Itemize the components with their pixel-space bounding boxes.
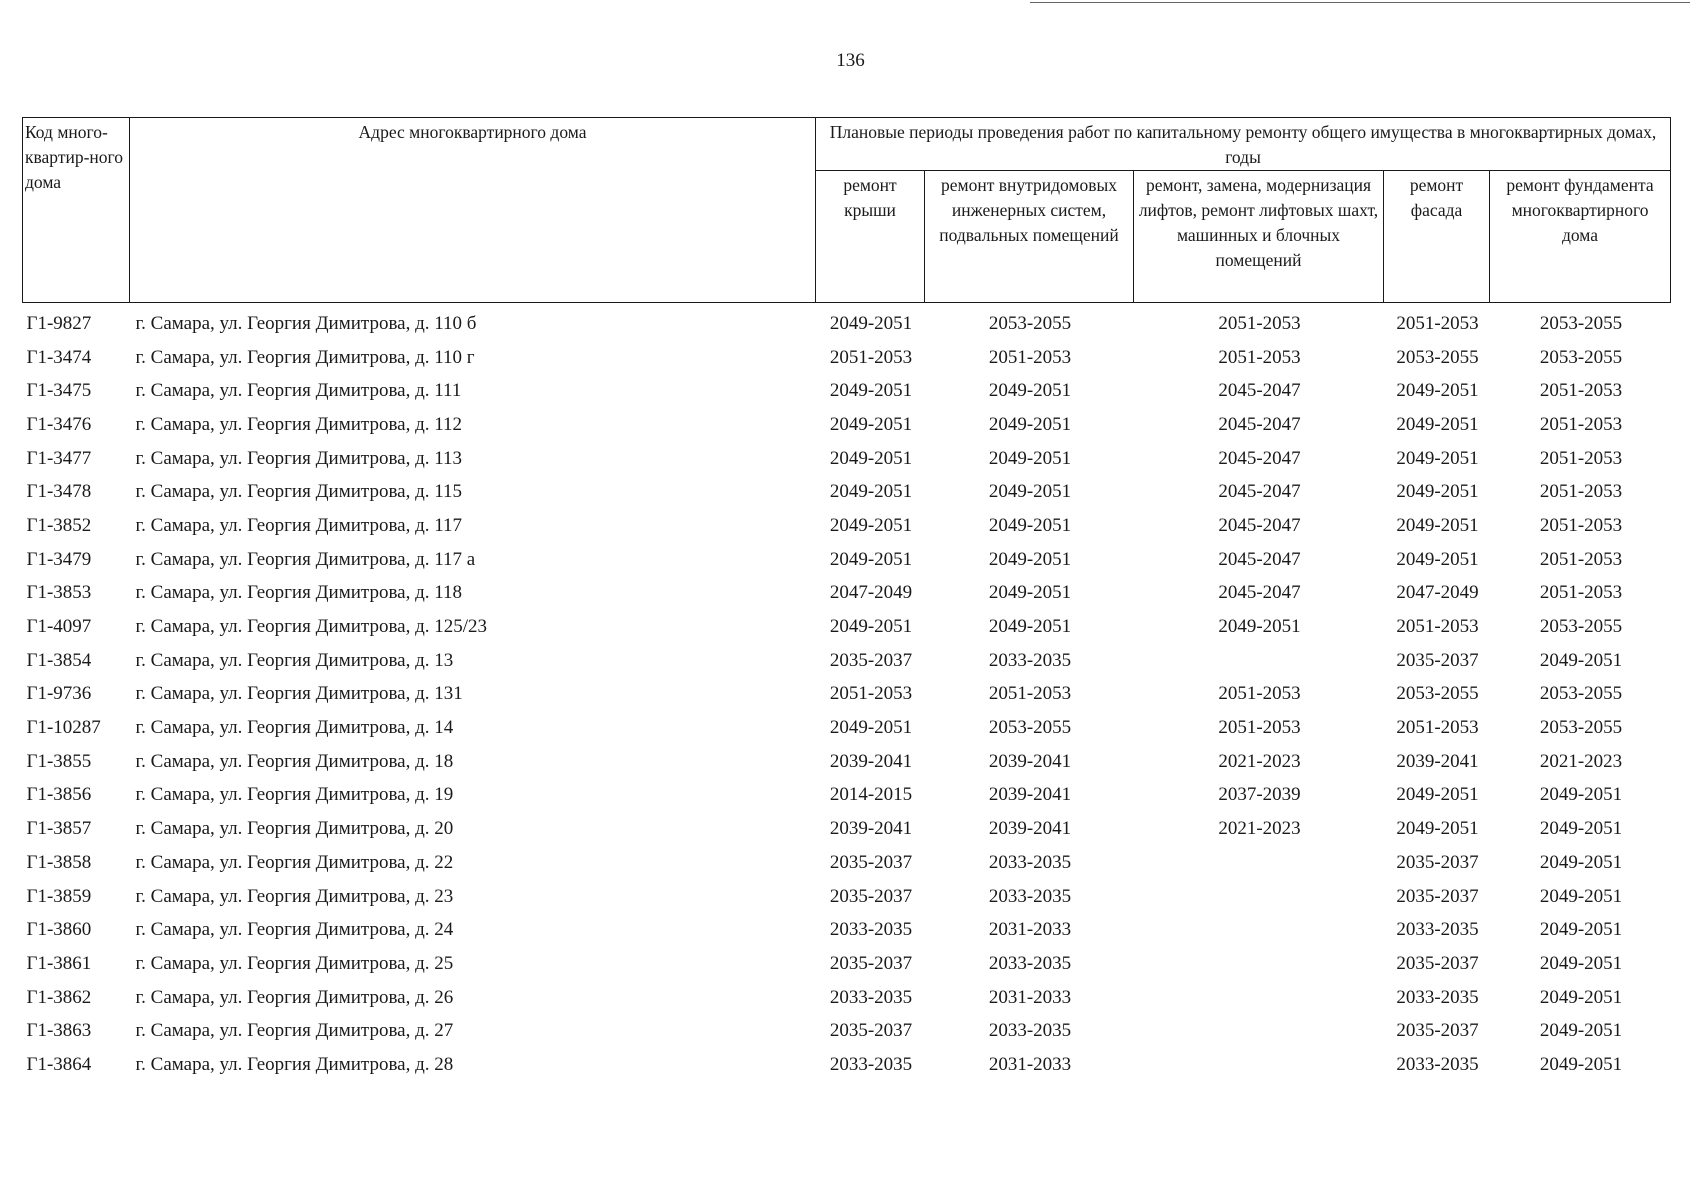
cell-code: Г1-3861	[26, 952, 92, 974]
cell-facade: 2049-2051	[1396, 413, 1479, 435]
cell-elevators: 2045-2047	[1218, 380, 1301, 402]
cell-facade: 2049-2051	[1396, 784, 1479, 806]
header-planned-periods: Плановые периоды проведения работ по капитальному ремонту общего имущества в многоквартирных домах, годы	[816, 118, 1671, 171]
capital-repair-table	[22, 117, 1671, 1082]
table-row	[23, 846, 1671, 880]
cell-engineering: 2033-2035	[988, 649, 1072, 671]
table-row	[23, 913, 1671, 947]
cell-engineering: 2033-2035	[988, 1020, 1072, 1042]
cell-foundation: 2049-2051	[1539, 885, 1623, 907]
cell-facade: 2049-2051	[1396, 447, 1479, 469]
scan-artifact-line	[1030, 2, 1690, 3]
cell-code: Г1-3474	[26, 346, 92, 368]
cell-facade: 2051-2053	[1396, 717, 1479, 739]
cell-code: Г1-3479	[26, 548, 92, 570]
cell-address: г. Самара, ул. Георгия Димитрова, д. 117 а	[135, 548, 476, 570]
cell-address: г. Самара, ул. Георгия Димитрова, д. 113	[135, 447, 463, 469]
cell-code: Г1-3855	[26, 750, 92, 772]
cell-code: Г1-3477	[26, 447, 92, 469]
cell-elevators	[1134, 913, 1384, 947]
cell-engineering: 2033-2035	[988, 885, 1072, 907]
cell-facade: 2035-2037	[1396, 649, 1479, 671]
cell-roof: 2035-2037	[829, 1020, 913, 1042]
cell-elevators: 2045-2047	[1218, 514, 1301, 536]
cell-foundation: 2053-2055	[1539, 683, 1623, 705]
table-row	[23, 543, 1671, 577]
cell-engineering: 2051-2053	[988, 683, 1072, 705]
cell-facade: 2051-2053	[1396, 616, 1479, 638]
cell-code: Г1-3854	[26, 649, 92, 671]
cell-roof: 2035-2037	[829, 952, 913, 974]
page-number: 136	[836, 50, 865, 71]
cell-elevators: 2049-2051	[1218, 616, 1301, 638]
cell-address: г. Самара, ул. Георгия Димитрова, д. 115	[135, 481, 463, 503]
cell-engineering: 2051-2053	[988, 346, 1072, 368]
cell-address: г. Самара, ул. Георгия Димитрова, д. 22	[135, 851, 454, 873]
cell-foundation: 2049-2051	[1539, 649, 1623, 671]
cell-roof: 2051-2053	[829, 346, 913, 368]
cell-engineering: 2039-2041	[988, 818, 1072, 840]
cell-address: г. Самара, ул. Георгия Димитрова, д. 14	[135, 717, 454, 739]
cell-code: Г1-10287	[26, 717, 101, 739]
cell-engineering: 2049-2051	[988, 413, 1072, 435]
cell-roof: 2049-2051	[829, 717, 913, 739]
cell-address: г. Самара, ул. Георгия Димитрова, д. 131	[135, 683, 463, 705]
cell-elevators	[1134, 947, 1384, 981]
cell-code: Г1-3853	[26, 582, 92, 604]
cell-engineering: 2049-2051	[988, 548, 1072, 570]
cell-address: г. Самара, ул. Георгия Димитрова, д. 112	[135, 413, 463, 435]
cell-address: г. Самара, ул. Георгия Димитрова, д. 26	[135, 986, 454, 1008]
cell-facade: 2035-2037	[1396, 885, 1479, 907]
cell-foundation: 2053-2055	[1539, 616, 1623, 638]
cell-code: Г1-3859	[26, 885, 92, 907]
cell-facade: 2033-2035	[1396, 1053, 1479, 1075]
table-row	[23, 374, 1671, 408]
cell-elevators: 2045-2047	[1218, 582, 1301, 604]
cell-code: Г1-3475	[26, 380, 92, 402]
cell-facade: 2049-2051	[1396, 481, 1479, 503]
table-row	[23, 947, 1671, 981]
cell-facade: 2035-2037	[1396, 1020, 1479, 1042]
cell-engineering: 2031-2033	[988, 986, 1072, 1008]
cell-address: г. Самара, ул. Георгия Димитрова, д. 23	[135, 885, 454, 907]
cell-foundation: 2053-2055	[1539, 346, 1623, 368]
table-row	[23, 610, 1671, 644]
cell-facade: 2049-2051	[1396, 380, 1479, 402]
cell-address: г. Самара, ул. Георгия Димитрова, д. 117	[135, 514, 463, 536]
cell-roof: 2039-2041	[829, 818, 913, 840]
cell-address: г. Самара, ул. Георгия Димитрова, д. 13	[135, 649, 454, 671]
cell-facade: 2053-2055	[1396, 346, 1479, 368]
cell-elevators: 2037-2039	[1218, 784, 1301, 806]
header-foundation: ремонт фундамента многоквартирного дома	[1490, 171, 1671, 303]
cell-roof: 2049-2051	[829, 380, 913, 402]
cell-foundation: 2021-2023	[1539, 750, 1623, 772]
cell-elevators: 2021-2023	[1218, 818, 1301, 840]
cell-roof: 2014-2015	[829, 784, 913, 806]
cell-engineering: 2033-2035	[988, 851, 1072, 873]
cell-roof: 2047-2049	[829, 582, 913, 604]
cell-facade: 2049-2051	[1396, 548, 1479, 570]
cell-elevators	[1134, 644, 1384, 678]
cell-roof: 2049-2051	[829, 514, 913, 536]
cell-engineering: 2031-2033	[988, 919, 1072, 941]
cell-roof: 2035-2037	[829, 851, 913, 873]
cell-engineering: 2049-2051	[988, 582, 1072, 604]
cell-foundation: 2051-2053	[1539, 548, 1623, 570]
cell-engineering: 2033-2035	[988, 952, 1072, 974]
table-row	[23, 303, 1671, 341]
cell-foundation: 2051-2053	[1539, 447, 1623, 469]
cell-roof: 2035-2037	[829, 649, 913, 671]
cell-address: г. Самара, ул. Георгия Димитрова, д. 110 б	[135, 312, 477, 334]
cell-code: Г1-3862	[26, 986, 92, 1008]
cell-roof: 2033-2035	[829, 1053, 913, 1075]
table-row	[23, 812, 1671, 846]
table-row	[23, 442, 1671, 476]
cell-foundation: 2049-2051	[1539, 1020, 1623, 1042]
cell-facade: 2035-2037	[1396, 851, 1479, 873]
table-row	[23, 341, 1671, 375]
cell-code: Г1-3864	[26, 1053, 92, 1075]
cell-facade: 2053-2055	[1396, 683, 1479, 705]
cell-facade: 2033-2035	[1396, 986, 1479, 1008]
cell-foundation: 2049-2051	[1539, 1053, 1623, 1075]
cell-elevators	[1134, 981, 1384, 1015]
cell-elevators: 2021-2023	[1218, 750, 1301, 772]
cell-foundation: 2049-2051	[1539, 919, 1623, 941]
cell-elevators: 2051-2053	[1218, 683, 1301, 705]
cell-elevators: 2045-2047	[1218, 447, 1301, 469]
table-row	[23, 1048, 1671, 1082]
cell-facade: 2051-2053	[1396, 312, 1479, 334]
cell-facade: 2049-2051	[1396, 514, 1479, 536]
cell-address: г. Самара, ул. Георгия Димитрова, д. 25	[135, 952, 454, 974]
cell-engineering: 2053-2055	[988, 717, 1072, 739]
cell-elevators	[1134, 846, 1384, 880]
cell-engineering: 2049-2051	[988, 514, 1072, 536]
table-row	[23, 745, 1671, 779]
cell-code: Г1-3478	[26, 481, 92, 503]
cell-roof: 2039-2041	[829, 750, 913, 772]
cell-foundation: 2051-2053	[1539, 481, 1623, 503]
cell-address: г. Самара, ул. Георгия Димитрова, д. 125/23	[135, 616, 488, 638]
cell-elevators: 2045-2047	[1218, 548, 1301, 570]
cell-elevators: 2051-2053	[1218, 346, 1301, 368]
cell-roof: 2049-2051	[829, 548, 913, 570]
header-elevators: ремонт, замена, модернизация лифтов, ремонт лифтовых шахт, машинных и блочных помещений	[1134, 171, 1384, 303]
cell-engineering: 2049-2051	[988, 481, 1072, 503]
cell-roof: 2035-2037	[829, 885, 913, 907]
header-engineering: ремонт внутридомовых инженерных систем, подвальных помещений	[925, 171, 1134, 303]
table-row	[23, 577, 1671, 611]
cell-facade: 2035-2037	[1396, 952, 1479, 974]
cell-code: Г1-3857	[26, 818, 92, 840]
cell-foundation: 2051-2053	[1539, 514, 1623, 536]
cell-code: Г1-3476	[26, 413, 92, 435]
cell-address: г. Самара, ул. Георгия Димитрова, д. 111	[135, 380, 462, 402]
cell-foundation: 2051-2053	[1539, 413, 1623, 435]
cell-foundation: 2051-2053	[1539, 582, 1623, 604]
cell-code: Г1-4097	[26, 616, 92, 638]
cell-foundation: 2049-2051	[1539, 851, 1623, 873]
cell-engineering: 2039-2041	[988, 784, 1072, 806]
cell-address: г. Самара, ул. Георгия Димитрова, д. 110 г	[135, 346, 475, 368]
cell-roof: 2051-2053	[829, 683, 913, 705]
cell-roof: 2049-2051	[829, 616, 913, 638]
cell-address: г. Самара, ул. Георгия Димитрова, д. 18	[135, 750, 454, 772]
header-code: Код много-квартир-ного дома	[23, 118, 130, 303]
cell-roof: 2049-2051	[829, 413, 913, 435]
cell-foundation: 2049-2051	[1539, 986, 1623, 1008]
cell-roof: 2049-2051	[829, 312, 913, 334]
cell-roof: 2049-2051	[829, 447, 913, 469]
cell-code: Г1-3852	[26, 514, 92, 536]
cell-engineering: 2053-2055	[988, 312, 1072, 334]
cell-roof: 2033-2035	[829, 986, 913, 1008]
cell-engineering: 2039-2041	[988, 750, 1072, 772]
cell-foundation: 2053-2055	[1539, 717, 1623, 739]
cell-foundation: 2049-2051	[1539, 784, 1623, 806]
cell-facade: 2047-2049	[1396, 582, 1479, 604]
table-row	[23, 981, 1671, 1015]
cell-elevators: 2051-2053	[1218, 717, 1301, 739]
cell-facade: 2049-2051	[1396, 818, 1479, 840]
table-row	[23, 711, 1671, 745]
table-row	[23, 678, 1671, 712]
table-row	[23, 509, 1671, 543]
cell-foundation: 2049-2051	[1539, 952, 1623, 974]
cell-engineering: 2049-2051	[988, 447, 1072, 469]
table-body	[23, 303, 1671, 1082]
cell-facade: 2039-2041	[1396, 750, 1479, 772]
header-address: Адрес многоквартирного дома	[130, 118, 816, 303]
table-header-row-top	[23, 118, 1671, 171]
cell-facade: 2033-2035	[1396, 919, 1479, 941]
cell-code: Г1-3860	[26, 919, 92, 941]
table-row	[23, 779, 1671, 813]
cell-engineering: 2049-2051	[988, 616, 1072, 638]
cell-address: г. Самара, ул. Георгия Димитрова, д. 27	[135, 1020, 454, 1042]
header-roof: ремонт крыши	[816, 171, 925, 303]
cell-code: Г1-9827	[26, 312, 92, 334]
cell-engineering: 2031-2033	[988, 1053, 1072, 1075]
cell-elevators	[1134, 1048, 1384, 1082]
cell-foundation: 2053-2055	[1539, 312, 1623, 334]
table-row	[23, 644, 1671, 678]
cell-address: г. Самара, ул. Георгия Димитрова, д. 20	[135, 818, 454, 840]
cell-code: Г1-3858	[26, 851, 92, 873]
header-facade: ремонт фасада	[1384, 171, 1490, 303]
cell-address: г. Самара, ул. Георгия Димитрова, д. 28	[135, 1053, 454, 1075]
cell-elevators	[1134, 1014, 1384, 1048]
cell-roof: 2049-2051	[829, 481, 913, 503]
cell-code: Г1-3856	[26, 784, 92, 806]
cell-elevators	[1134, 880, 1384, 914]
cell-foundation: 2049-2051	[1539, 818, 1623, 840]
cell-code: Г1-3863	[26, 1020, 92, 1042]
cell-foundation: 2051-2053	[1539, 380, 1623, 402]
cell-address: г. Самара, ул. Георгия Димитрова, д. 118	[135, 582, 463, 604]
cell-roof: 2033-2035	[829, 919, 913, 941]
cell-code: Г1-9736	[26, 683, 92, 705]
cell-elevators: 2051-2053	[1218, 312, 1301, 334]
cell-engineering: 2049-2051	[988, 380, 1072, 402]
cell-address: г. Самара, ул. Георгия Димитрова, д. 19	[135, 784, 454, 806]
table-row	[23, 475, 1671, 509]
cell-elevators: 2045-2047	[1218, 481, 1301, 503]
cell-address: г. Самара, ул. Георгия Димитрова, д. 24	[135, 919, 454, 941]
table-row	[23, 1014, 1671, 1048]
cell-elevators: 2045-2047	[1218, 413, 1301, 435]
table-row	[23, 880, 1671, 914]
table-row	[23, 408, 1671, 442]
